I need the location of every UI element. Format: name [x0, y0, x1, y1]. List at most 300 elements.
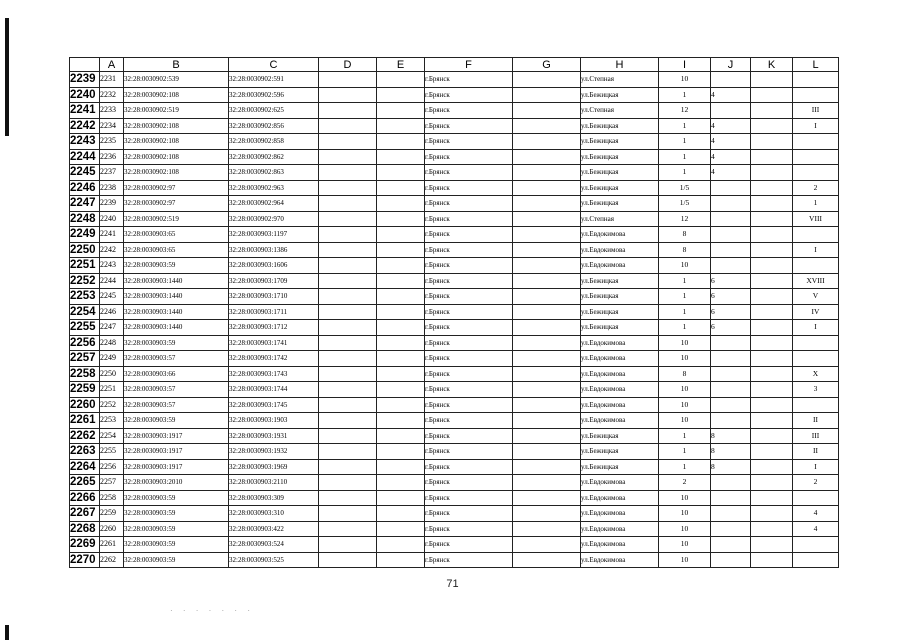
cell-j	[711, 537, 751, 553]
cell-k	[751, 335, 793, 351]
cell-a: 2241	[100, 227, 124, 243]
cell-f: г.Брянск	[425, 552, 513, 568]
cell-i: 10	[659, 258, 711, 274]
cell-j: 6	[711, 320, 751, 336]
cell-c: 32:28:0030903:1197	[229, 227, 319, 243]
cell-i: 12	[659, 211, 711, 227]
cell-j: 4	[711, 134, 751, 150]
cell-k	[751, 242, 793, 258]
cell-g	[513, 506, 581, 522]
cell-k	[751, 413, 793, 429]
row-number: 2248	[70, 211, 100, 227]
column-header-e: E	[377, 58, 425, 72]
cell-g	[513, 87, 581, 103]
cell-a: 2237	[100, 165, 124, 181]
cell-g	[513, 428, 581, 444]
cell-h: ул.Степная	[581, 103, 659, 119]
table-row	[70, 521, 839, 537]
cell-c: 32:28:0030903:1606	[229, 258, 319, 274]
cell-h: ул.Евдокимова	[581, 552, 659, 568]
cell-c: 32:28:0030902:625	[229, 103, 319, 119]
cell-a: 2259	[100, 506, 124, 522]
cell-e	[377, 180, 425, 196]
cell-h: ул.Евдокимова	[581, 490, 659, 506]
cell-a: 2233	[100, 103, 124, 119]
cell-j: 8	[711, 459, 751, 475]
cell-j: 4	[711, 149, 751, 165]
cell-i: 12	[659, 103, 711, 119]
cell-d	[319, 242, 377, 258]
cell-e	[377, 366, 425, 382]
corner-cell	[70, 58, 100, 72]
row-number: 2255	[70, 320, 100, 336]
cell-c: 32:28:0030903:1386	[229, 242, 319, 258]
cell-d	[319, 72, 377, 88]
table-row	[70, 103, 839, 119]
cell-g	[513, 134, 581, 150]
cell-d	[319, 552, 377, 568]
cell-j: 4	[711, 87, 751, 103]
table-row	[70, 382, 839, 398]
cell-l: III	[793, 103, 839, 119]
cell-j: 6	[711, 289, 751, 305]
row-number: 2269	[70, 537, 100, 553]
cell-k	[751, 475, 793, 491]
cell-f: г.Брянск	[425, 196, 513, 212]
cell-j	[711, 242, 751, 258]
cell-k	[751, 273, 793, 289]
cell-j	[711, 258, 751, 274]
cell-c: 32:28:0030902:856	[229, 118, 319, 134]
cell-h: ул.Бежицкая	[581, 149, 659, 165]
cell-c: 32:28:0030903:1711	[229, 304, 319, 320]
row-number: 2263	[70, 444, 100, 460]
cell-g	[513, 335, 581, 351]
cell-h: ул.Евдокимова	[581, 413, 659, 429]
cell-h: ул.Бежицкая	[581, 428, 659, 444]
cell-b: 32:28:0030903:59	[124, 413, 229, 429]
cell-j	[711, 335, 751, 351]
table-row	[70, 72, 839, 88]
cell-b: 32:28:0030903:1440	[124, 320, 229, 336]
cell-f: г.Брянск	[425, 211, 513, 227]
cell-e	[377, 289, 425, 305]
scan-margin-mark	[5, 18, 9, 136]
cell-j: 8	[711, 428, 751, 444]
cell-j: 4	[711, 118, 751, 134]
cell-d	[319, 475, 377, 491]
cell-b: 32:28:0030903:59	[124, 335, 229, 351]
cell-d	[319, 428, 377, 444]
row-number: 2267	[70, 506, 100, 522]
cell-h: ул.Евдокимова	[581, 242, 659, 258]
cell-f: г.Брянск	[425, 475, 513, 491]
cell-l	[793, 351, 839, 367]
cell-k	[751, 211, 793, 227]
cell-l: 4	[793, 506, 839, 522]
table-row	[70, 351, 839, 367]
row-number: 2239	[70, 72, 100, 88]
row-number: 2270	[70, 552, 100, 568]
cell-e	[377, 242, 425, 258]
column-header-b: B	[124, 58, 229, 72]
cell-e	[377, 211, 425, 227]
cell-e	[377, 552, 425, 568]
table-row	[70, 428, 839, 444]
row-number: 2251	[70, 258, 100, 274]
cell-h: ул.Евдокимова	[581, 475, 659, 491]
cell-b: 32:28:0030903:65	[124, 242, 229, 258]
cell-i: 1	[659, 165, 711, 181]
cell-b: 32:28:0030902:108	[124, 165, 229, 181]
column-header-k: K	[751, 58, 793, 72]
cell-k	[751, 428, 793, 444]
row-number: 2247	[70, 196, 100, 212]
cell-f: г.Брянск	[425, 366, 513, 382]
cell-g	[513, 149, 581, 165]
cell-l: III	[793, 428, 839, 444]
cell-h: ул.Евдокимова	[581, 258, 659, 274]
cell-i: 1	[659, 273, 711, 289]
cell-a: 2249	[100, 351, 124, 367]
cell-h: ул.Бежицкая	[581, 118, 659, 134]
cell-j	[711, 227, 751, 243]
cell-b: 32:28:0030903:57	[124, 397, 229, 413]
cell-l	[793, 490, 839, 506]
cell-k	[751, 149, 793, 165]
cell-a: 2247	[100, 320, 124, 336]
table-row	[70, 196, 839, 212]
row-number: 2266	[70, 490, 100, 506]
cell-a: 2240	[100, 211, 124, 227]
cell-l: 3	[793, 382, 839, 398]
cell-e	[377, 103, 425, 119]
cell-e	[377, 118, 425, 134]
cell-c: 32:28:0030902:963	[229, 180, 319, 196]
cell-f: г.Брянск	[425, 72, 513, 88]
cell-g	[513, 552, 581, 568]
cell-i: 10	[659, 335, 711, 351]
cell-i: 1	[659, 289, 711, 305]
column-header-h: H	[581, 58, 659, 72]
cell-l: V	[793, 289, 839, 305]
cell-j: 8	[711, 444, 751, 460]
cell-b: 32:28:0030903:59	[124, 506, 229, 522]
cell-c: 32:28:0030903:1903	[229, 413, 319, 429]
cell-h: ул.Бежицкая	[581, 289, 659, 305]
cell-l	[793, 552, 839, 568]
cell-e	[377, 506, 425, 522]
cell-i: 1	[659, 304, 711, 320]
cell-g	[513, 413, 581, 429]
cell-j	[711, 72, 751, 88]
cell-h: ул.Бежицкая	[581, 134, 659, 150]
cell-f: г.Брянск	[425, 304, 513, 320]
cell-c: 32:28:0030903:1741	[229, 335, 319, 351]
cell-a: 2258	[100, 490, 124, 506]
table-row	[70, 165, 839, 181]
cell-l: I	[793, 118, 839, 134]
cell-b: 32:28:0030903:1440	[124, 289, 229, 305]
cell-e	[377, 227, 425, 243]
cell-b: 32:28:0030902:108	[124, 118, 229, 134]
cell-h: ул.Евдокимова	[581, 382, 659, 398]
table-row	[70, 149, 839, 165]
cell-j: 6	[711, 304, 751, 320]
cell-l: 2	[793, 475, 839, 491]
cell-g	[513, 211, 581, 227]
cell-f: г.Брянск	[425, 242, 513, 258]
table-row	[70, 475, 839, 491]
cell-d	[319, 273, 377, 289]
cell-e	[377, 149, 425, 165]
cell-d	[319, 506, 377, 522]
cell-l	[793, 72, 839, 88]
cell-j	[711, 366, 751, 382]
cell-f: г.Брянск	[425, 118, 513, 134]
cell-d	[319, 227, 377, 243]
cell-f: г.Брянск	[425, 335, 513, 351]
cell-b: 32:28:0030903:65	[124, 227, 229, 243]
cell-c: 32:28:0030903:1969	[229, 459, 319, 475]
cell-e	[377, 428, 425, 444]
row-number: 2261	[70, 413, 100, 429]
table-row	[70, 413, 839, 429]
cell-e	[377, 521, 425, 537]
cell-a: 2245	[100, 289, 124, 305]
cell-l: I	[793, 320, 839, 336]
row-number: 2243	[70, 134, 100, 150]
cell-k	[751, 227, 793, 243]
row-number: 2253	[70, 289, 100, 305]
cell-h: ул.Бежицкая	[581, 273, 659, 289]
cell-b: 32:28:0030903:59	[124, 537, 229, 553]
cell-d	[319, 134, 377, 150]
cell-c: 32:28:0030903:422	[229, 521, 319, 537]
table-row	[70, 537, 839, 553]
cell-b: 32:28:0030902:519	[124, 103, 229, 119]
cell-d	[319, 459, 377, 475]
cell-c: 32:28:0030903:1931	[229, 428, 319, 444]
cell-i: 8	[659, 242, 711, 258]
cell-i: 1	[659, 444, 711, 460]
cell-f: г.Брянск	[425, 289, 513, 305]
cell-k	[751, 397, 793, 413]
cell-d	[319, 366, 377, 382]
cell-k	[751, 196, 793, 212]
cell-e	[377, 444, 425, 460]
cell-i: 1/5	[659, 196, 711, 212]
cell-g	[513, 258, 581, 274]
cell-g	[513, 537, 581, 553]
row-number: 2259	[70, 382, 100, 398]
cell-c: 32:28:0030903:309	[229, 490, 319, 506]
table-row	[70, 211, 839, 227]
cell-j	[711, 552, 751, 568]
cell-k	[751, 444, 793, 460]
cell-h: ул.Бежицкая	[581, 180, 659, 196]
cell-e	[377, 351, 425, 367]
cell-f: г.Брянск	[425, 444, 513, 460]
table-row	[70, 258, 839, 274]
cell-l	[793, 149, 839, 165]
cell-c: 32:28:0030903:525	[229, 552, 319, 568]
cell-j	[711, 397, 751, 413]
row-number: 2246	[70, 180, 100, 196]
cell-l	[793, 227, 839, 243]
cell-l	[793, 335, 839, 351]
cell-k	[751, 366, 793, 382]
cell-i: 8	[659, 366, 711, 382]
cell-i: 1/5	[659, 180, 711, 196]
cell-c: 32:28:0030902:863	[229, 165, 319, 181]
cell-b: 32:28:0030902:97	[124, 196, 229, 212]
cell-g	[513, 227, 581, 243]
cell-a: 2254	[100, 428, 124, 444]
cell-d	[319, 413, 377, 429]
cell-b: 32:28:0030903:1917	[124, 459, 229, 475]
cell-k	[751, 382, 793, 398]
column-header-g: G	[513, 58, 581, 72]
cell-a: 2250	[100, 366, 124, 382]
cell-j	[711, 475, 751, 491]
cell-c: 32:28:0030903:1710	[229, 289, 319, 305]
cell-j	[711, 521, 751, 537]
cell-i: 10	[659, 506, 711, 522]
cell-c: 32:28:0030903:310	[229, 506, 319, 522]
cell-e	[377, 475, 425, 491]
cell-j	[711, 211, 751, 227]
table-row	[70, 118, 839, 134]
cell-d	[319, 196, 377, 212]
row-number: 2252	[70, 273, 100, 289]
column-header-j: J	[711, 58, 751, 72]
row-number: 2264	[70, 459, 100, 475]
cell-i: 1	[659, 118, 711, 134]
cell-e	[377, 397, 425, 413]
cell-g	[513, 490, 581, 506]
cell-i: 10	[659, 397, 711, 413]
cell-g	[513, 165, 581, 181]
table-row	[70, 134, 839, 150]
cell-j	[711, 180, 751, 196]
cell-l: 2	[793, 180, 839, 196]
cell-l: I	[793, 242, 839, 258]
cell-d	[319, 165, 377, 181]
cell-g	[513, 196, 581, 212]
table-row	[70, 366, 839, 382]
row-number: 2249	[70, 227, 100, 243]
cell-i: 1	[659, 87, 711, 103]
cell-c: 32:28:0030903:1744	[229, 382, 319, 398]
cell-d	[319, 320, 377, 336]
cell-g	[513, 382, 581, 398]
table-row	[70, 304, 839, 320]
cell-i: 1	[659, 149, 711, 165]
cell-h: ул.Евдокимова	[581, 366, 659, 382]
cell-h: ул.Евдокимова	[581, 351, 659, 367]
cell-c: 32:28:0030903:1743	[229, 366, 319, 382]
cell-f: г.Брянск	[425, 273, 513, 289]
row-number: 2244	[70, 149, 100, 165]
row-number: 2254	[70, 304, 100, 320]
cell-d	[319, 537, 377, 553]
cell-d	[319, 149, 377, 165]
table-row	[70, 180, 839, 196]
cell-k	[751, 506, 793, 522]
cell-k	[751, 537, 793, 553]
cell-e	[377, 273, 425, 289]
cell-k	[751, 351, 793, 367]
row-number: 2242	[70, 118, 100, 134]
cell-d	[319, 382, 377, 398]
cell-g	[513, 72, 581, 88]
spreadsheet-table	[69, 57, 839, 568]
cell-f: г.Брянск	[425, 320, 513, 336]
cell-e	[377, 72, 425, 88]
cell-b: 32:28:0030902:108	[124, 134, 229, 150]
cell-h: ул.Бежицкая	[581, 87, 659, 103]
cell-h: ул.Степная	[581, 72, 659, 88]
cell-a: 2238	[100, 180, 124, 196]
cell-h: ул.Евдокимова	[581, 227, 659, 243]
cell-g	[513, 459, 581, 475]
table-row	[70, 506, 839, 522]
column-header-f: F	[425, 58, 513, 72]
cell-k	[751, 134, 793, 150]
cell-a: 2246	[100, 304, 124, 320]
cell-k	[751, 521, 793, 537]
cell-h: ул.Бежицкая	[581, 459, 659, 475]
table-row	[70, 273, 839, 289]
cell-f: г.Брянск	[425, 382, 513, 398]
column-header-c: C	[229, 58, 319, 72]
cell-f: г.Брянск	[425, 428, 513, 444]
cell-l	[793, 87, 839, 103]
page-number: 71	[446, 578, 459, 590]
cell-g	[513, 475, 581, 491]
cell-d	[319, 103, 377, 119]
cell-g	[513, 242, 581, 258]
cell-f: г.Брянск	[425, 397, 513, 413]
cell-a: 2255	[100, 444, 124, 460]
cell-d	[319, 335, 377, 351]
cell-b: 32:28:0030902:108	[124, 87, 229, 103]
column-header-a: A	[100, 58, 124, 72]
cell-e	[377, 87, 425, 103]
row-number: 2268	[70, 521, 100, 537]
cell-c: 32:28:0030903:1712	[229, 320, 319, 336]
cell-g	[513, 397, 581, 413]
cell-b: 32:28:0030903:59	[124, 258, 229, 274]
cell-k	[751, 87, 793, 103]
cell-d	[319, 444, 377, 460]
cell-a: 2235	[100, 134, 124, 150]
cell-e	[377, 335, 425, 351]
cell-c: 32:28:0030902:964	[229, 196, 319, 212]
cell-a: 2236	[100, 149, 124, 165]
cell-d	[319, 118, 377, 134]
cell-i: 10	[659, 521, 711, 537]
cell-i: 10	[659, 382, 711, 398]
cell-j: 4	[711, 165, 751, 181]
cell-i: 10	[659, 351, 711, 367]
cell-b: 32:28:0030902:97	[124, 180, 229, 196]
table-row	[70, 242, 839, 258]
row-number: 2260	[70, 397, 100, 413]
cell-e	[377, 258, 425, 274]
cell-b: 32:28:0030903:59	[124, 521, 229, 537]
